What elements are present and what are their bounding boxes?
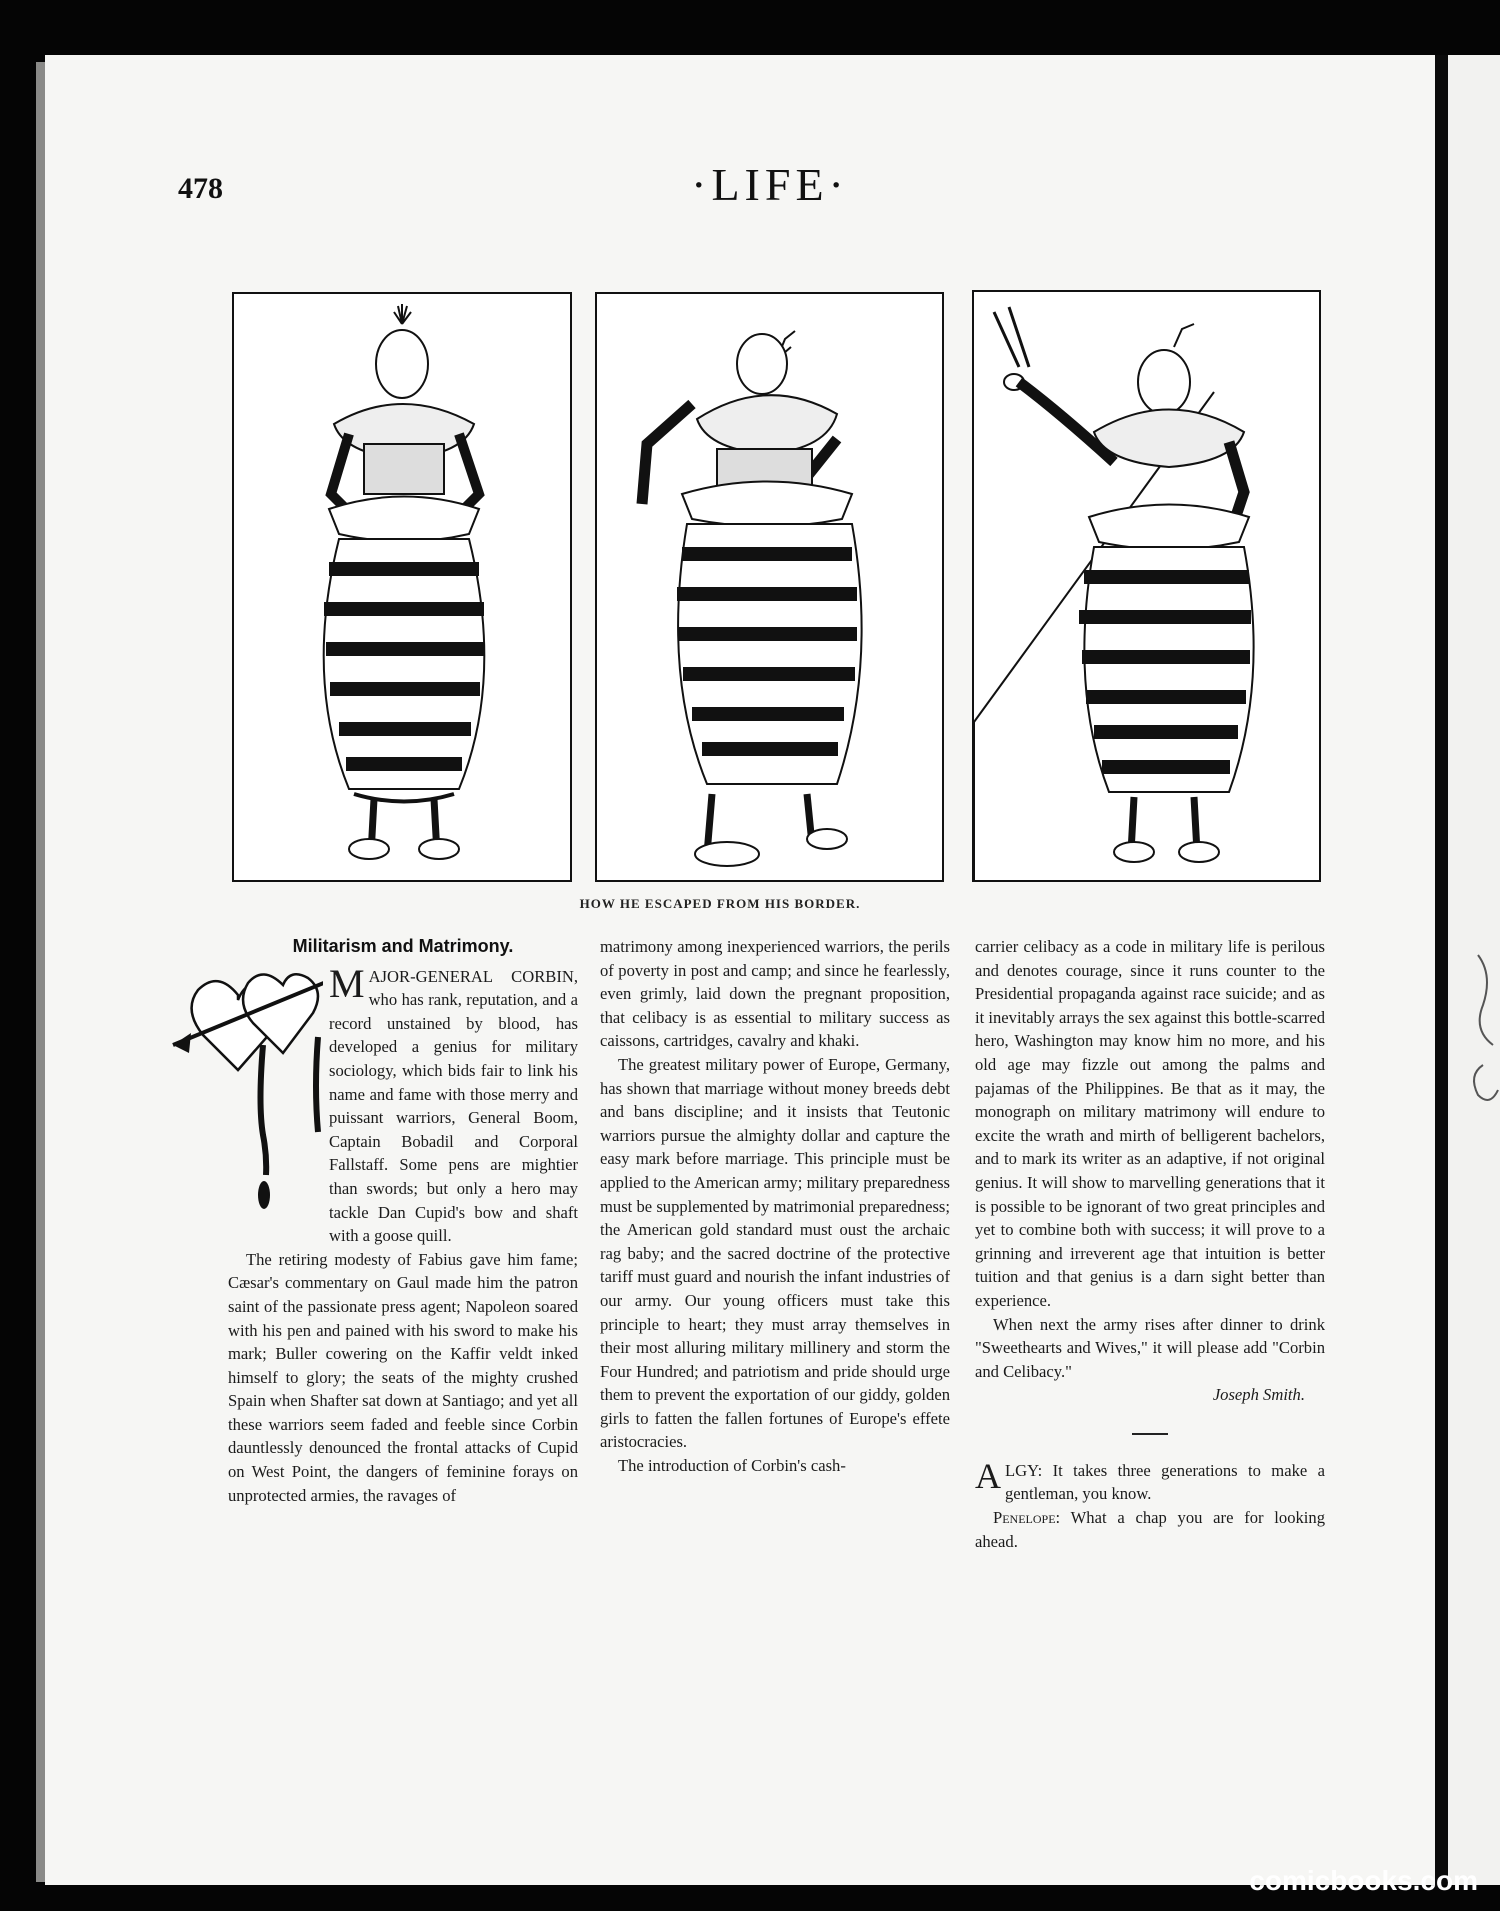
article-col1-text-1: AJOR-GENERAL CORBIN, who has rank, reputation, and a record unstained by blood, has developed a genius for military sociology, which bids fair to link his name and fame with those merry and puissant warriors, General Boom, Captain Bobadil and Corporal Fallstaff. Some pens are mightier than swords; but only a hero may tackle Dan Cupid's bow and shaft with a goose quill.	[329, 966, 578, 1246]
hearts-arrow-ornament	[168, 965, 323, 1230]
illustration-caption: HOW HE ESCAPED FROM HIS BORDER.	[579, 896, 861, 911]
joke-line-1	[975, 1455, 1325, 1506]
dropcap-a: A	[975, 1455, 1001, 1496]
comic-panel-1	[232, 292, 572, 882]
clown-illustration-3	[974, 292, 1319, 880]
watermark-text: comicbooks.com	[1249, 1865, 1478, 1896]
joke-text-1: LGY: It takes three generations to make a gentleman, you know.	[1005, 1460, 1325, 1504]
clown-illustration-2	[597, 294, 942, 880]
joke-line-2	[975, 1506, 1325, 1553]
joke-speaker: Penelope:	[993, 1508, 1061, 1528]
article-paragraph-4: The greatest military power of Europe, Germany, has shown that marriage without money breeds debt and bans discipline; and it insists that Teutonic warriors pursue the almighty dollar and capture the easy mark before marriage. This principle must be applied to the American army; military preparedness must be supplemented by matrimonial preparedness; the American gold standard must oust the archaic rag baby; and the sacred doctrine of the protective tariff must guard and nourish the infant industries of our army. Our young officers must take this principle to heart; they must array themselves in their most alluring military millinery and storm the Four Hundred; and patriotism and pride should urge them to prevent the exportation of our giddy, golden girls to fatten the fallen fortunes of Europe's effete aristocracies.	[600, 1054, 950, 1452]
gutter	[1435, 55, 1448, 1885]
dropcap-m: M	[329, 960, 365, 1006]
masthead-title: ·LIFE·	[691, 159, 849, 210]
article-paragraph-2: The retiring modesty of Fabius gave him fame; Cæsar's commentary on Gaul made him the patron saint of the passionate press agent; Napoleon soared with his pen and pained with his sword to make his mark; Buller cowering on the Kaffir veldt inked himself to glory; the seats of the mighty crushed Spain when Shafter sat down at Santiago; and yet all these warriors seem faded and feeble since Corbin dauntlessly denounced the frontal attacks of Cupid on West Point, the dangers of feminine forays on unprotected armies, the ravages of	[228, 1249, 578, 1505]
article-column-2	[600, 935, 950, 1478]
clown-illustration-1	[234, 294, 570, 880]
facing-page-ornament	[1448, 55, 1500, 1885]
author-signature: Joseph Smith.	[1212, 1385, 1305, 1405]
article-paragraph-5: The introduction of Corbin's cash-	[618, 1456, 846, 1476]
article-title: Militarism and Matrimony.	[292, 936, 514, 956]
comic-panel-3	[972, 290, 1321, 882]
article-column-1	[228, 935, 578, 1507]
section-divider	[1132, 1433, 1168, 1435]
article-paragraph-6: carrier celibacy as a code in military life is perilous and denotes courage, since it runs counter to the Presidential propaganda against race suicide; and as it inevitably arrays the sex against this bottle-scarred hero, Washington may know him no more, and his old age may fizzle out among the palms and pajamas of the Philippines. Be that as it may, the monograph on military matrimony will endure to excite the wrath and mirth of belligerent bachelors, and to mark its writer as an adaptive, if not original genius. It will show to marvelling generations that it is possible to be ignorant of two great principles and yet to combine both with success; it will prove to a grinning and irreverent age that intuition is better tuition and that genius is a darn sight better than experience.	[975, 937, 1325, 1310]
comic-panel-2	[595, 292, 944, 882]
page-number: 478	[178, 172, 223, 205]
facing-page-edge	[1448, 55, 1500, 1885]
article-column-3	[975, 935, 1325, 1553]
article-paragraph-7: When next the army rises after dinner to drink "Sweethearts and Wives," it will please add "Corbin and Celibacy."	[975, 1314, 1325, 1381]
joke-text-2: What a chap you are for looking ahead.	[975, 1508, 1325, 1551]
article-paragraph-3: matrimony among inexperienced warriors, the perils of poverty in post and camp; and since he fearlessly, even grimly, laid down the pregnant proposition, that celibacy is as essential to military success as caissons, cartridges, cavalry and khaki.	[600, 937, 950, 1051]
